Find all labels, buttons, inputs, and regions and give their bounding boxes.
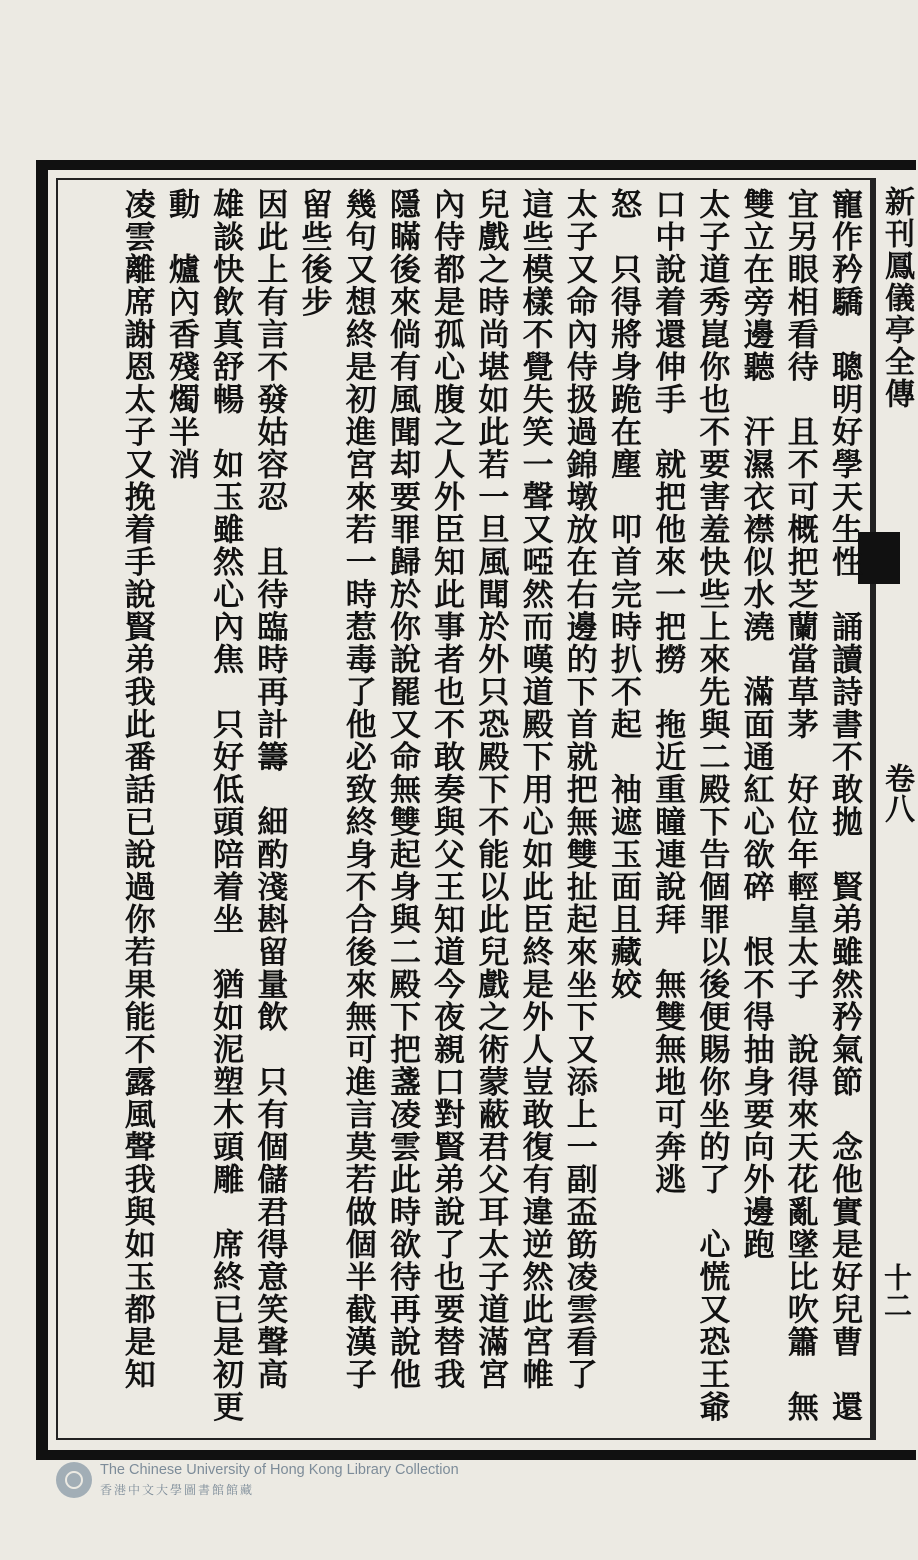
text-column: 凌雲離席謝恩太子又挽着手說賢弟我此番話已說過你若果能不露風聲我與如玉都是知 (118, 188, 155, 1391)
page-spine (874, 178, 914, 1440)
text-column: 寵作矜驕 聰明好學天生性 誦讀詩書不敢拋 賢弟雖然矜氣節 念他實是好兒曹 還 (826, 188, 862, 1423)
library-credit (56, 1462, 556, 1506)
text-column: 怒 只得將身跪在塵 叩首完時扒不起 袖遮玉面且藏姣 (604, 188, 641, 1001)
text-column: 內侍都是孤心腹之人外臣知此事者也不敢奏與父王知道今夜親口對賢弟說了也要替我 (428, 188, 465, 1391)
text-column: 宜另眼相看待 且不可概把芝蘭當草茅 好位年輕皇太子 說得來天花亂墜比吹簫 無 (781, 188, 818, 1423)
text-column: 口中說着還伸手 就把他來一把撈 拖近重瞳連說拜 無雙無地可奔逃 (649, 188, 686, 1196)
credit-chinese: 香港中文大學圖書館館藏 (100, 1483, 255, 1497)
spine-volume-number: 卷八 (879, 763, 914, 823)
text-column: 雙立在旁邊聽 汗濕衣襟似水澆 滿面通紅心欲碎 恨不得抽身要向外邊跑 (737, 188, 774, 1261)
text-column: 幾句又想終是初進宮來若一時惹毒了他必致終身不合後來無可進言莫若做個半截漢子 (339, 188, 376, 1391)
cuhk-library-seal-icon (56, 1462, 92, 1498)
text-column: 動 爐內香殘燭半消 (162, 188, 199, 481)
text-column: 因此上有言不發姑容忍 且待臨時再計籌 細酌淺斟留量飲 只有個儲君得意笑聲高 (251, 188, 288, 1391)
spine-book-title: 新刊鳳儀亭全傳 (879, 186, 914, 410)
spine-page-number: 十二 (880, 1263, 913, 1319)
text-column: 太子道秀崑你也不要害羞快些上來先與二殿下告個罪以後便賜你坐的了 心慌又恐王爺 (693, 188, 730, 1423)
text-column: 太子又命內侍扱過錦墩放在右邊的下首就把無雙扯起來坐下又添上一副盃筯凌雲看了 (560, 188, 597, 1391)
text-column: 留些後步 (295, 188, 332, 318)
credit-english: The Chinese University of Hong Kong Library Collection (100, 1462, 459, 1478)
text-column: 雄談快飲真舒暢 如玉雖然心內焦 只好低頭陪着坐 猶如泥塑木頭雕 席終已是初更 (207, 188, 244, 1423)
text-column: 隱瞞後來倘有風聞却要罪歸於你說罷又命無雙起身與二殿下把盞凌雲此時欲待再說他 (383, 188, 420, 1391)
main-text-block (66, 188, 866, 1428)
text-column: 這些模樣不覺失笑一聲又啞然而嘆道殿下用心如此臣終是外人豈敢復有違逆然此宮帷 (516, 188, 553, 1391)
text-column: 兒戲之時尚堪如此若一旦風聞於外只恐殿下不能以此兒戲之術蒙蔽君父耳太子道滿宮 (472, 188, 509, 1391)
